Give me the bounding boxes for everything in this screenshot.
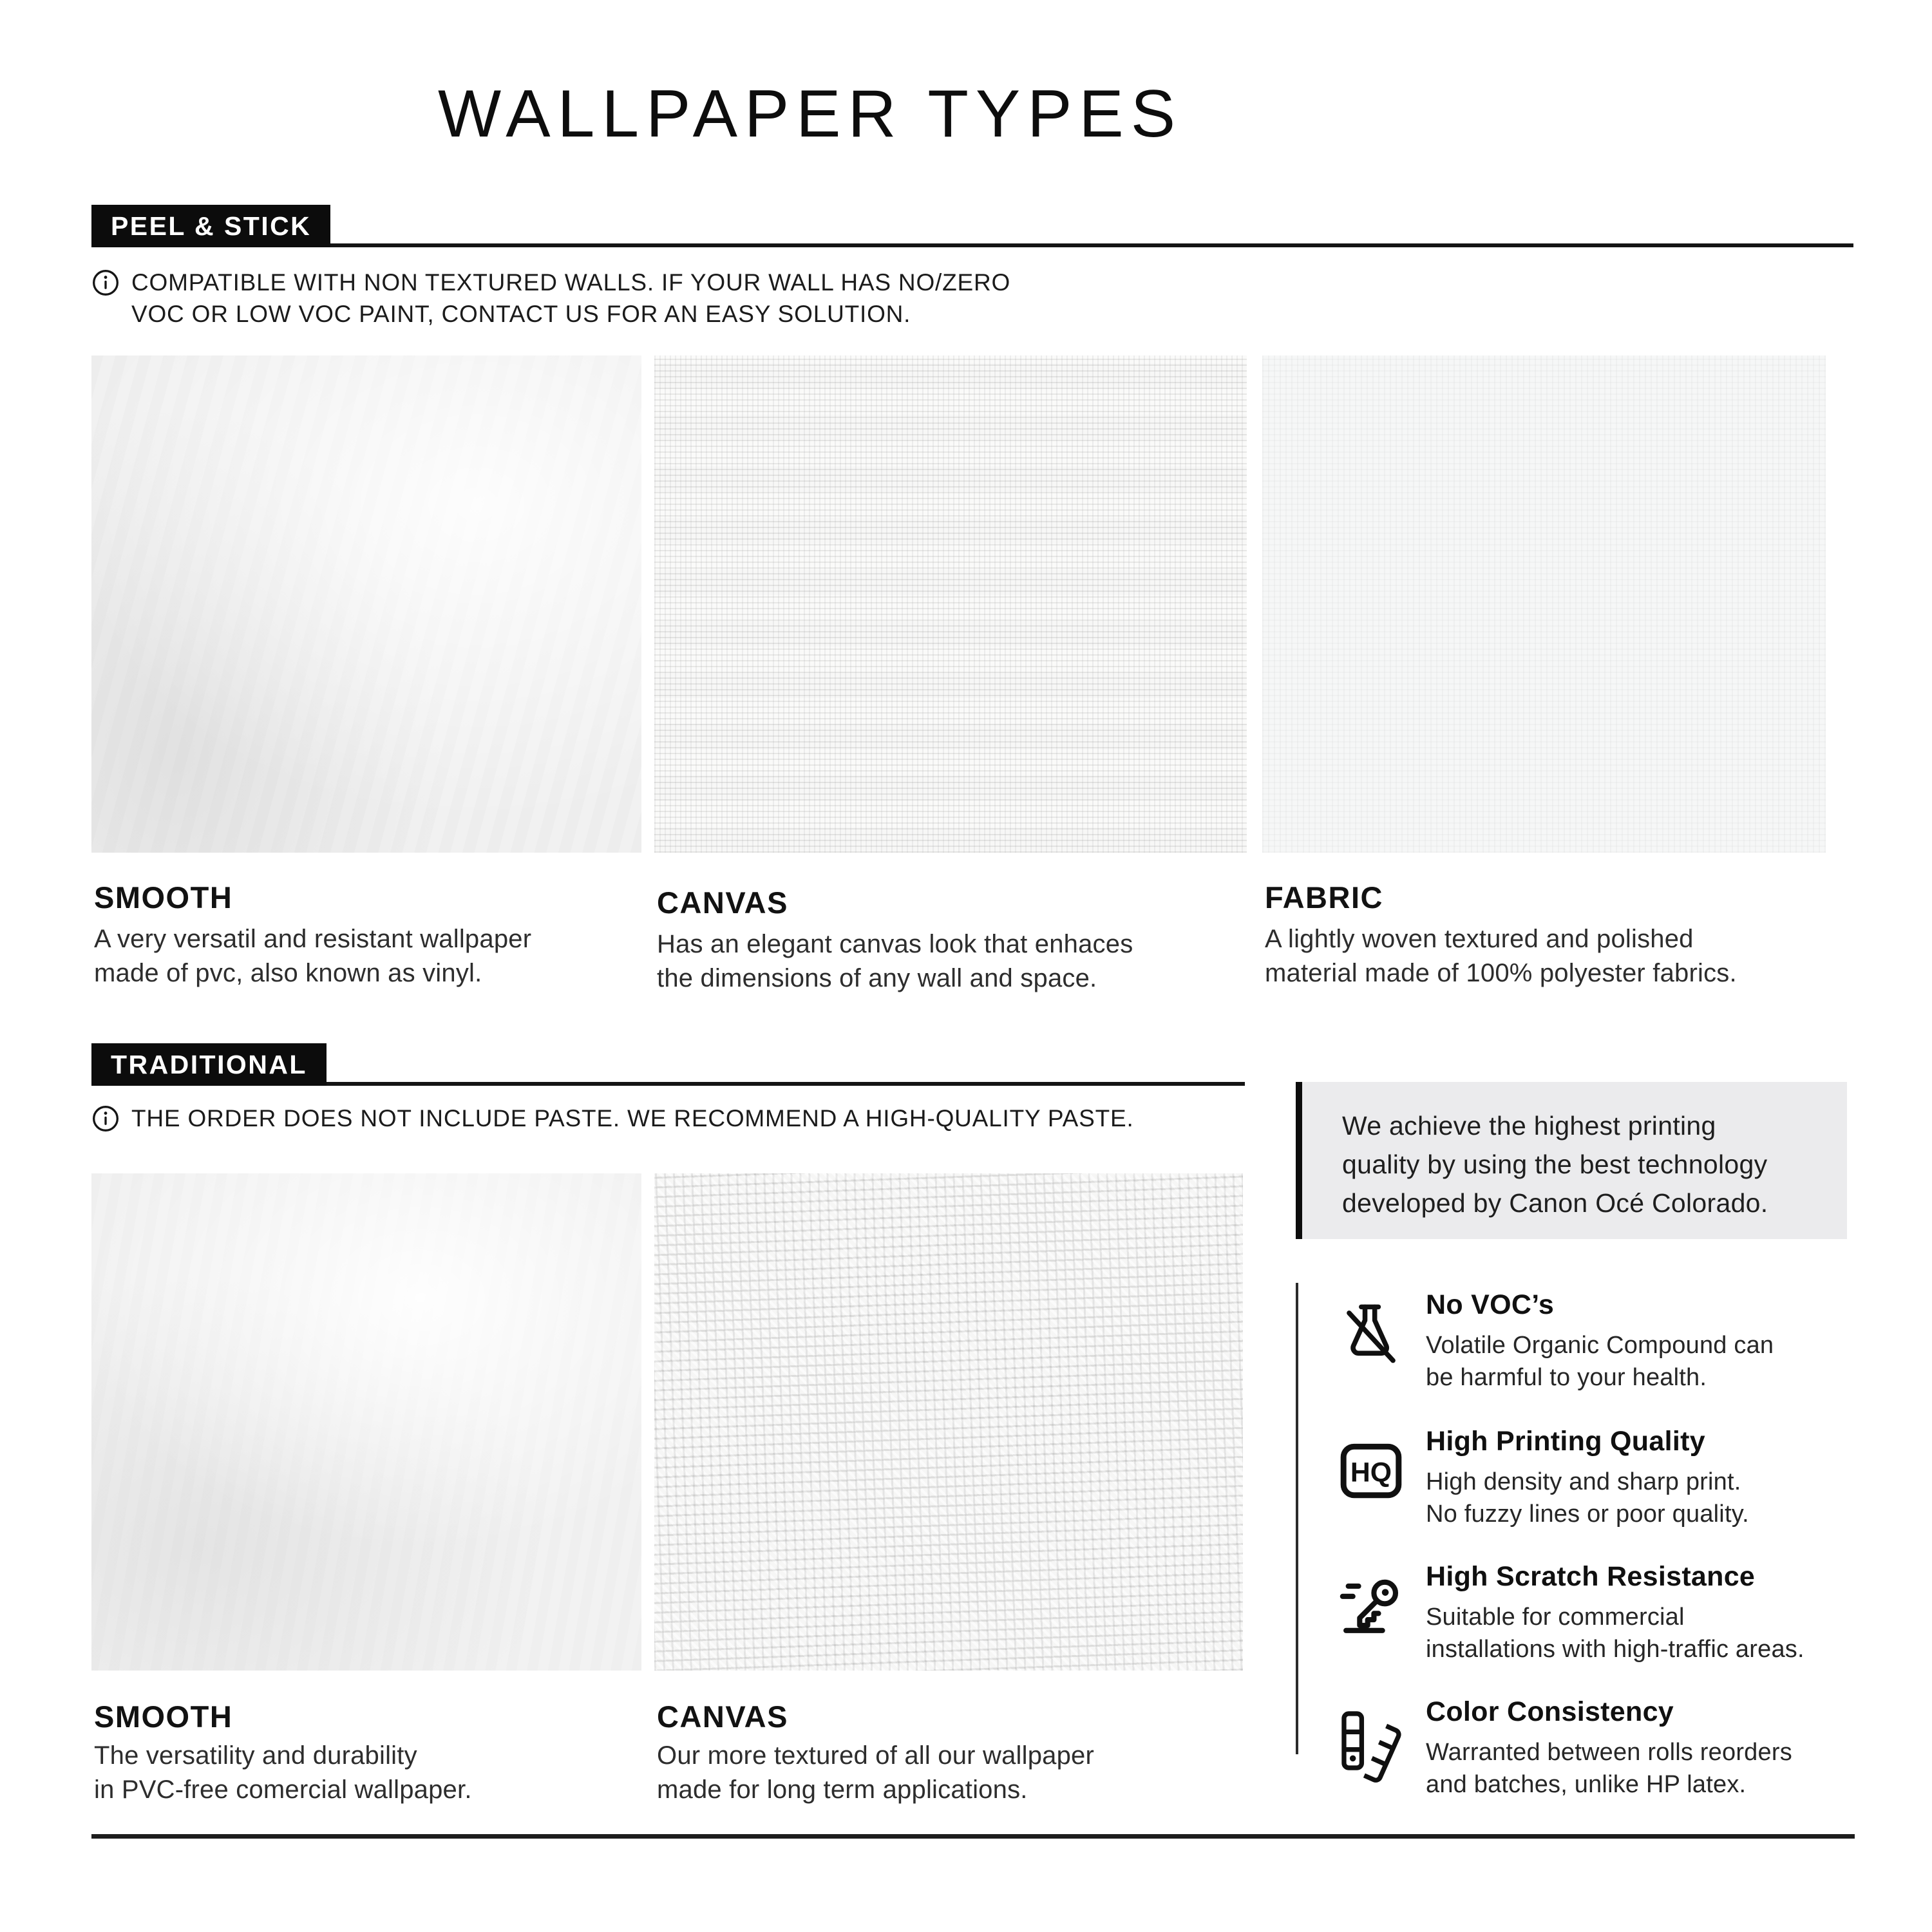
desc-line: Has an elegant canvas look that enhaces (657, 930, 1133, 958)
desc-line: Warranted between rolls reorders (1426, 1739, 1792, 1766)
texture-photo-fabric (1262, 355, 1826, 853)
note-line: VOC OR LOW VOC PAINT, CONTACT US FOR AN EASY SOLUTION. (131, 301, 911, 327)
page-title: WALLPAPER TYPES (437, 77, 1183, 151)
no-voc-flask-icon (1337, 1296, 1405, 1372)
texture-photo-canvas (654, 355, 1247, 853)
bottom-rule (91, 1834, 1855, 1839)
type-description-fabric (1265, 922, 1737, 990)
desc-line: The versatility and durability (94, 1741, 417, 1770)
panel-line: developed by Canon Océ Colorado. (1342, 1188, 1768, 1218)
feature-description (1426, 1736, 1860, 1801)
feature-description (1426, 1466, 1860, 1530)
desc-line: and batches, unlike HP latex. (1426, 1771, 1747, 1798)
feature-no-vocs (1337, 1289, 1860, 1394)
feature-description (1426, 1601, 1860, 1665)
desc-line: made for long term applications. (657, 1776, 1028, 1804)
section-badge-peel-stick: PEEL & STICK (91, 205, 330, 247)
type-name-canvas: CANVAS (657, 886, 788, 920)
texture-photo-smooth-traditional (91, 1173, 641, 1671)
panel-line: quality by using the best technology (1342, 1150, 1768, 1179)
section-rule-peel-stick (91, 243, 1853, 247)
feature-high-printing-quality (1337, 1426, 1860, 1530)
desc-line: A very versatil and resistant wallpaper (94, 925, 532, 953)
type-description-canvas (657, 927, 1133, 996)
desc-line: made of pvc, also known as vinyl. (94, 959, 482, 987)
desc-line: in PVC-free comercial wallpaper. (94, 1776, 472, 1804)
speed-key-icon (1337, 1567, 1405, 1643)
feature-color-consistency (1337, 1696, 1860, 1801)
desc-line: Our more textured of all our wallpaper (657, 1741, 1095, 1770)
peel-stick-note-text (131, 267, 1010, 330)
type-name-fabric: FABRIC (1265, 880, 1383, 914)
type-description-smooth-traditional (94, 1739, 472, 1807)
desc-line: material made of 100% polyester fabrics. (1265, 959, 1737, 987)
feature-text (1426, 1561, 1860, 1665)
desc-line: installations with high-traffic areas. (1426, 1636, 1804, 1663)
feature-high-scratch-resistance (1337, 1561, 1860, 1665)
feature-text (1426, 1426, 1860, 1530)
note-line: THE ORDER DOES NOT INCLUDE PASTE. WE RECOMMEND A HIGH-QUALITY PASTE. (131, 1105, 1134, 1132)
feature-title: High Scratch Resistance (1426, 1561, 1756, 1592)
desc-line: A lightly woven textured and polished (1265, 925, 1694, 953)
desc-line: No fuzzy lines or poor quality. (1426, 1501, 1749, 1528)
feature-text (1426, 1289, 1860, 1394)
desc-line: Volatile Organic Compound can (1426, 1332, 1774, 1359)
traditional-note-text (131, 1103, 1134, 1134)
traditional-note (91, 1103, 1134, 1134)
peel-stick-note (91, 267, 1010, 330)
desc-line: the dimensions of any wall and space. (657, 964, 1097, 992)
desc-line: be harmful to your health. (1426, 1364, 1707, 1391)
desc-line: Suitable for commercial (1426, 1604, 1685, 1631)
section-badge-traditional: TRADITIONAL (91, 1043, 327, 1086)
printing-quality-panel (1296, 1082, 1847, 1239)
feature-text (1426, 1696, 1860, 1801)
feature-title: No VOC’s (1426, 1289, 1555, 1320)
feature-title: High Printing Quality (1426, 1426, 1705, 1457)
desc-line: High density and sharp print. (1426, 1468, 1741, 1495)
panel-line: We achieve the highest printing (1342, 1111, 1716, 1141)
texture-photo-smooth (91, 355, 641, 853)
hq-badge-icon (1337, 1432, 1405, 1508)
type-description-smooth (94, 922, 531, 990)
info-icon (91, 269, 120, 297)
svg-text:HQ: HQ (1350, 1457, 1392, 1488)
type-name-canvas-traditional: CANVAS (657, 1700, 788, 1734)
texture-photo-canvas-traditional (654, 1173, 1243, 1671)
color-swatches-icon (1337, 1703, 1405, 1779)
feature-title: Color Consistency (1426, 1696, 1674, 1727)
info-icon (91, 1104, 120, 1133)
type-description-canvas-traditional (657, 1739, 1094, 1807)
type-name-smooth: SMOOTH (94, 880, 233, 914)
note-line: COMPATIBLE WITH NON TEXTURED WALLS. IF YOUR WALL HAS NO/ZERO (131, 269, 1011, 296)
type-name-smooth-traditional: SMOOTH (94, 1700, 233, 1734)
feature-description (1426, 1329, 1860, 1394)
feature-list-divider (1296, 1283, 1298, 1754)
